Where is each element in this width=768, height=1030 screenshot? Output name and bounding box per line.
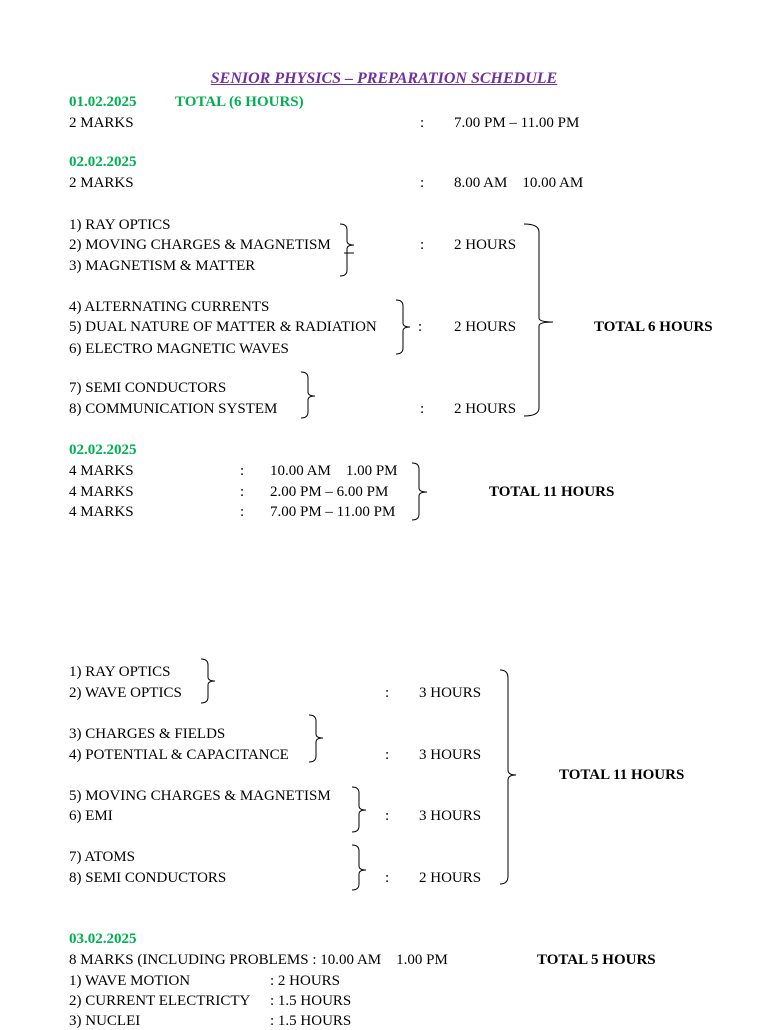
topics2-total: TOTAL 6 HOURS: [594, 319, 713, 335]
day3-hours: : 1.5 HOURS: [270, 1013, 352, 1029]
topic-item: 2) MOVING CHARGES & MAGNETISM: [69, 237, 331, 253]
day2a-row-sep: :: [420, 175, 425, 191]
topic-item: 3) MAGNETISM & MATTER: [69, 258, 256, 274]
topic-item: 8) SEMI CONDUCTORS: [69, 870, 227, 886]
brace-right-large: [500, 670, 516, 884]
topic-item: 1) RAY OPTICS: [69, 217, 171, 233]
day1-row-sep: :: [420, 115, 425, 131]
day3-item: 1) WAVE MOTION: [69, 973, 191, 989]
brace-right: [412, 463, 427, 520]
topic-hours: 2 HOURS: [454, 319, 517, 335]
page-title: SENIOR PHYSICS – PREPARATION SCHEDULE: [210, 70, 558, 87]
day1-total: TOTAL (6 HOURS): [175, 94, 304, 110]
brace-right: [301, 372, 315, 418]
topic-item: 5) DUAL NATURE OF MATTER & RADIATION: [69, 319, 377, 335]
date-day1: 01.02.2025: [69, 94, 137, 110]
day3-header: 8 MARKS (INCLUDING PROBLEMS : 10.00 AM 1.00 PM: [69, 952, 448, 968]
day2b-row-sep: :: [240, 484, 245, 500]
day2b-total: TOTAL 11 HOURS: [489, 484, 615, 500]
topic-item: 8) COMMUNICATION SYSTEM: [69, 401, 278, 417]
date-day2b: 02.02.2025: [69, 442, 137, 458]
topic-sep: :: [385, 747, 390, 763]
date-day3: 03.02.2025: [69, 931, 137, 947]
topic-hours: 3 HOURS: [419, 685, 482, 701]
topic-item: 4) ALTERNATING CURRENTS: [69, 299, 270, 315]
topic-item: 7) SEMI CONDUCTORS: [69, 380, 227, 396]
day1-row-time: 7.00 PM – 11.00 PM: [454, 115, 580, 131]
brace-right: [340, 224, 354, 276]
topic-item: 4) POTENTIAL & CAPACITANCE: [69, 747, 289, 763]
day2b-row-time: 10.00 AM 1.00 PM: [270, 463, 398, 479]
day2b-row-sep: :: [240, 463, 245, 479]
day2b-row-label: 4 MARKS: [69, 463, 134, 479]
topic-hours: 3 HOURS: [419, 808, 482, 824]
topic-sep: :: [385, 870, 390, 886]
topic-hours: 2 HOURS: [454, 237, 517, 253]
day1-row-label: 2 MARKS: [69, 115, 134, 131]
topic-item: 5) MOVING CHARGES & MAGNETISM: [69, 788, 331, 804]
brace-right-large: [524, 224, 553, 416]
brace-right: [309, 715, 323, 762]
topic-sep: :: [385, 685, 390, 701]
topic-item: 7) ATOMS: [69, 849, 135, 865]
day3-hours: : 1.5 HOURS: [270, 993, 352, 1009]
brace-right: [352, 845, 366, 890]
topic-sep: :: [420, 237, 425, 253]
topic-hours: 3 HOURS: [419, 747, 482, 763]
brace-right: [352, 787, 366, 832]
topic-sep: :: [385, 808, 390, 824]
day3-total: TOTAL 5 HOURS: [537, 952, 656, 968]
topic-hours: 2 HOURS: [454, 401, 517, 417]
day3-item: 2) CURRENT ELECTRICTY: [69, 993, 251, 1009]
day2b-row-sep: :: [240, 504, 245, 520]
topic-item: 6) ELECTRO MAGNETIC WAVES: [69, 341, 289, 357]
brace-right: [396, 300, 410, 354]
topic-item: 2) WAVE OPTICS: [69, 685, 182, 701]
day2a-row-label: 2 MARKS: [69, 175, 134, 191]
date-day2a: 02.02.2025: [69, 154, 137, 170]
day2b-row-time: 2.00 PM – 6.00 PM: [270, 484, 389, 500]
topic-sep: :: [418, 319, 423, 335]
topics4-total: TOTAL 11 HOURS: [559, 767, 685, 783]
day2a-row-time: 8.00 AM 10.00 AM: [454, 175, 584, 191]
topic-sep: :: [420, 401, 425, 417]
topic-item: 6) EMI: [69, 808, 113, 824]
topic-hours: 2 HOURS: [419, 870, 482, 886]
day3-hours: : 2 HOURS: [270, 973, 341, 989]
day3-item: 3) NUCLEI: [69, 1013, 141, 1029]
day2b-row-time: 7.00 PM – 11.00 PM: [270, 504, 396, 520]
day2b-row-label: 4 MARKS: [69, 504, 134, 520]
topic-item: 3) CHARGES & FIELDS: [69, 726, 226, 742]
day2b-row-label: 4 MARKS: [69, 484, 134, 500]
brace-right: [201, 659, 215, 703]
topic-item: 1) RAY OPTICS: [69, 664, 171, 680]
